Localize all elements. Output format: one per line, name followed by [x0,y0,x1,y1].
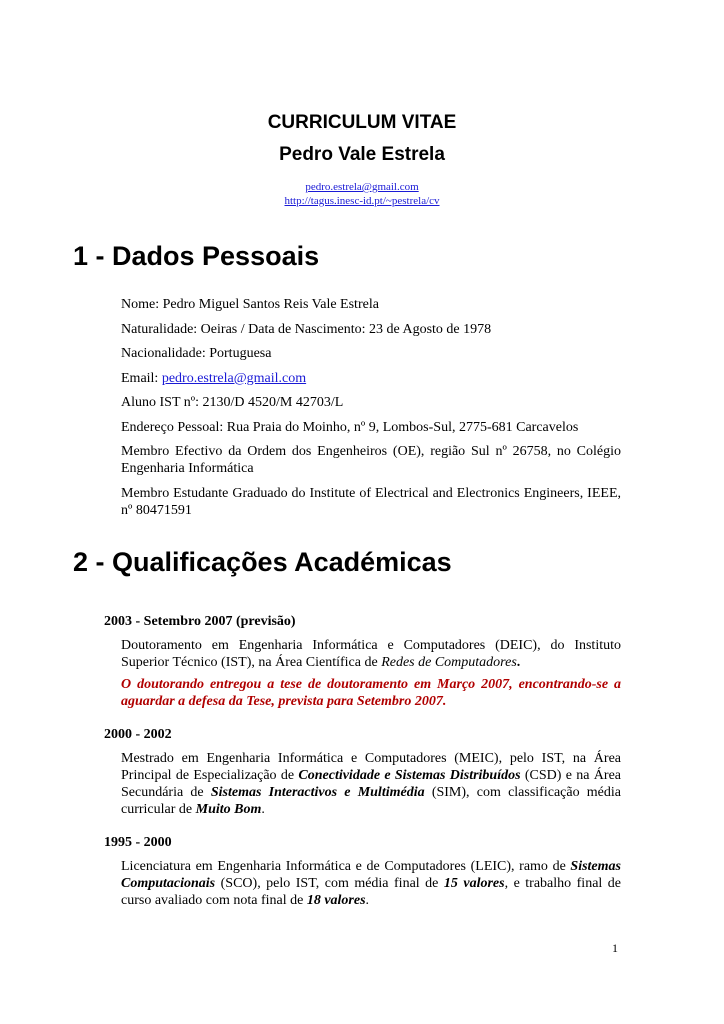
field-naturalidade: Naturalidade: Oeiras / Data de Nascimento: 23 de Agosto de 1978 [121,321,492,337]
page-number: 1 [612,941,618,955]
personal-data-list [121,296,621,526]
msc-secondary-area: Sistemas Interactivos e Multimédia [210,785,425,800]
field-ieee: Membro Estudante Graduado do Institute of Electrical and Electronics Engineers, IEEE, nº 80471591 [121,485,621,518]
period-msc: 2000 - 2002 [104,727,172,742]
entry-msc [121,750,621,818]
lic-branch: Sistemas Computacionais [121,859,621,891]
entry-phd [121,637,621,671]
website-link[interactable]: http://tagus.inesc-id.pt/~pestrela/cv [284,195,440,207]
period-lic: 1995 - 2000 [104,835,172,850]
contact-links [0,180,724,208]
document-title: CURRICULUM VITAE [267,112,457,133]
email-label: Email: [121,370,162,386]
msc-main-area: Conectividade e Sistemas Distribuídos [298,768,521,783]
lic-t2: (SCO), pelo IST, com média final de [215,876,444,891]
phd-text: Doutoramento em Engenharia Informática e Computadores (DEIC), do Instituto Superior Técnico (IST), na Área Científica de [121,638,621,670]
lic-t4: . [365,893,370,908]
field-aluno: Aluno IST nº: 2130/D 4520/M 42703/L [121,395,344,410]
person-name: Pedro Vale Estrela [279,144,445,165]
lic-final-grade: 18 valores [306,893,366,908]
lic-t3: , e trabalho final de curso avaliado com nota final de [121,876,622,908]
phd-end: . [516,655,521,670]
academic-qualifications [104,613,621,914]
email-link-body[interactable]: pedro.estrela@gmail.com [161,370,307,386]
msc-t1: Mestrado em Engenharia Informática e Computadores (MEIC), pelo IST, na Área Principal de Especialização de [121,751,621,783]
field-email [121,370,621,387]
lic-average: 15 valores [443,876,505,891]
phd-note: O doutorando entregou a tese de doutoramento em Março 2007, encontrando-se a aguardar a defesa da Tese, prevista para Setembro 2007. [121,677,621,709]
lic-t1: Licenciatura em Engenharia Informática e de Computadores (LEIC), ramo de [121,859,571,874]
phd-area: Redes de Computadores [381,655,517,670]
msc-t2: (CSD) e na Área Secundária de [121,768,621,800]
email-link[interactable]: pedro.estrela@gmail.com [305,181,419,193]
period-phd: 2003 - Setembro 2007 (previsão) [104,614,296,629]
field-ordem-engenheiros: Membro Efectivo da Ordem dos Engenheiros (OE), região Sul nº 26758, no Colégio Engenharia Informática [121,444,621,476]
field-endereco: Endereço Pessoal: Rua Praia do Moinho, nº 9, Lombos-Sul, 2775-681 Carcavelos [121,419,579,435]
section-title-dados-pessoais: 1 - Dados Pessoais [73,241,320,271]
msc-grade: Muito Bom [195,802,262,817]
msc-t3: (SIM), com classificação média curricular de [121,785,621,817]
msc-t4: . [261,802,265,817]
section-title-qualificacoes: 2 - Qualificações Académicas [73,547,452,577]
cv-header [0,110,724,208]
field-nome: Nome: Pedro Miguel Santos Reis Vale Estrela [121,297,379,312]
entry-lic [121,858,621,909]
field-nacionalidade: Nacionalidade: Portuguesa [121,346,272,361]
